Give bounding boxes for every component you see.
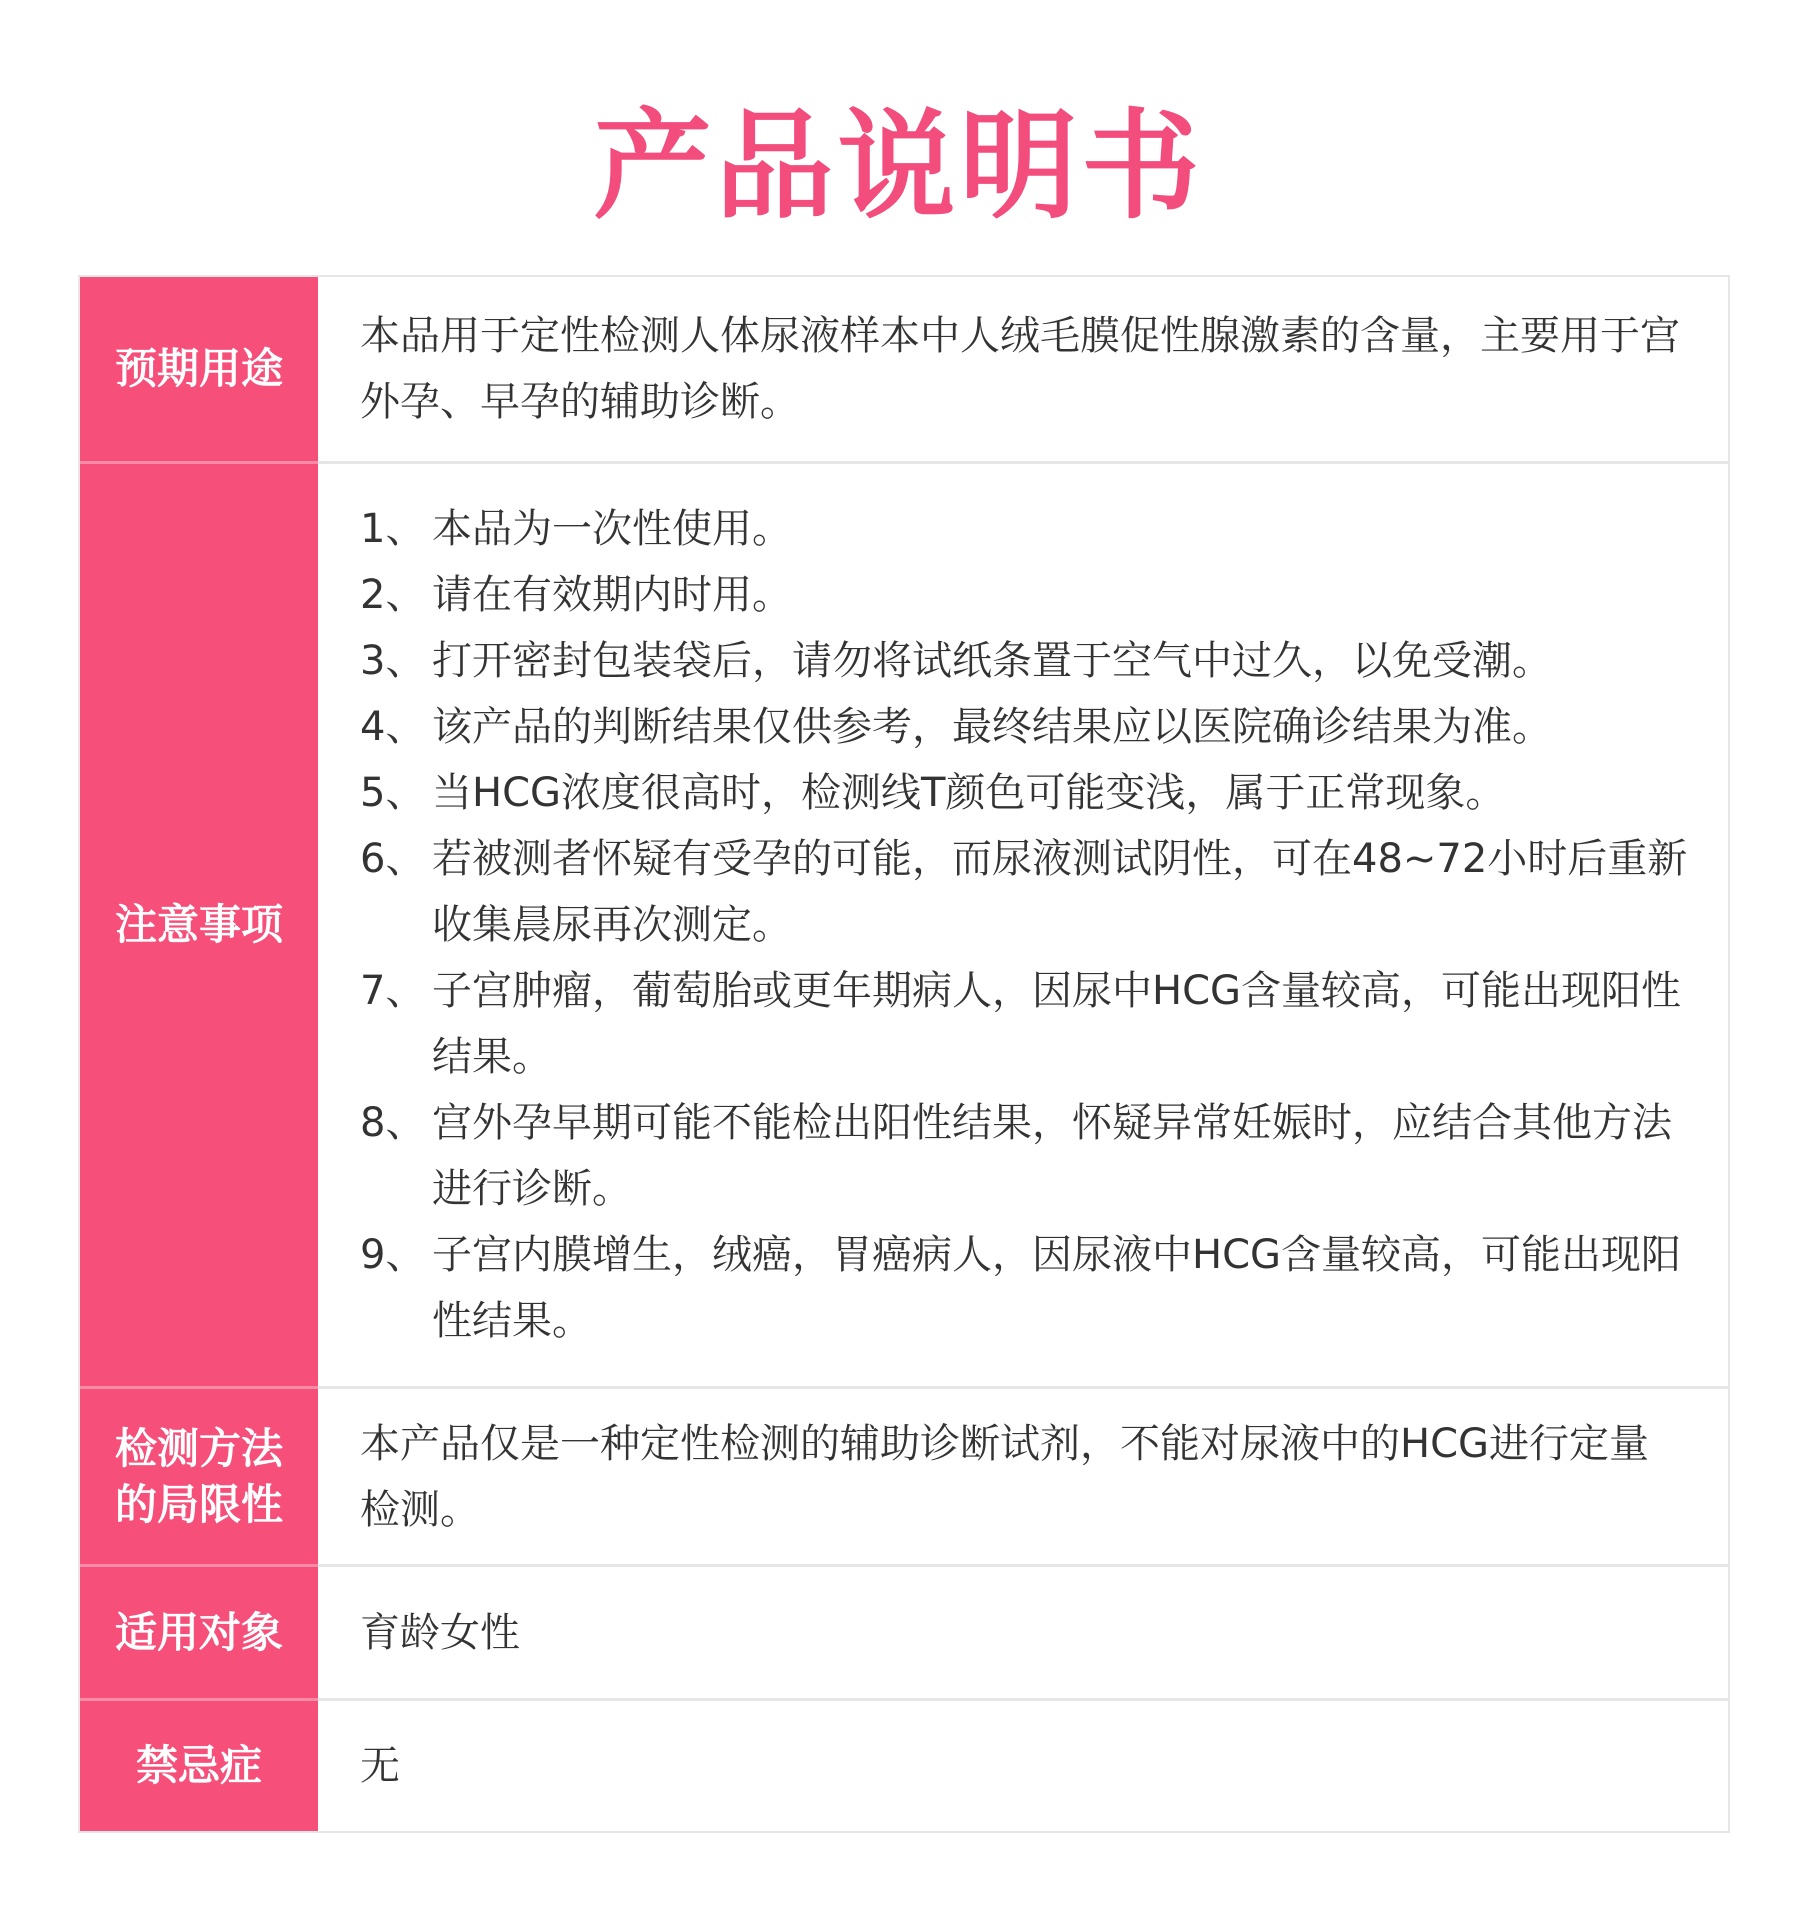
row-content: 本产品仅是一种定性检测的辅助诊断试剂，不能对尿液中的HCG进行定量检测。 xyxy=(360,1420,1650,1533)
row-content: 本品用于定性检测人体尿液样本中人绒毛膜促性腺激素的含量，主要用于宫外孕、早孕的辅助诊断。 xyxy=(360,313,1680,425)
row-label-text: 注意事项 xyxy=(114,900,283,949)
row-label-text: 检测方法 的局限性 xyxy=(114,1423,283,1529)
list-item-number: 3、 xyxy=(360,638,426,684)
list-item-text: 子宫肿瘤，葡萄胎或更年期病人，因尿中HCG含量较高，可能出现阳性结果。 xyxy=(432,968,1682,1080)
row-content: 无 xyxy=(360,1743,400,1789)
list-item-number: 6、 xyxy=(360,836,426,882)
list-item xyxy=(360,826,1688,958)
row-contraindications xyxy=(80,1701,1728,1831)
list-item xyxy=(360,1090,1688,1222)
instruction-table xyxy=(78,275,1730,1833)
list-item-number: 8、 xyxy=(360,1100,426,1146)
row-label-text: 预期用途 xyxy=(114,344,283,393)
list-item-text: 请在有效期内时用。 xyxy=(432,572,792,618)
list-item-number: 7、 xyxy=(360,968,426,1014)
list-item-text: 本品为一次性使用。 xyxy=(432,506,792,552)
list-item-number: 4、 xyxy=(360,704,426,750)
row-label-text: 适用对象 xyxy=(114,1607,283,1657)
row-label xyxy=(80,1389,318,1567)
row-content xyxy=(318,464,1728,1386)
page-title: 产品说明书 xyxy=(593,97,1204,235)
list-item xyxy=(360,1222,1688,1354)
row-precautions xyxy=(80,464,1728,1389)
list-item-text: 该产品的判断结果仅供参考，最终结果应以医院确诊结果为准。 xyxy=(432,704,1552,750)
list-item xyxy=(360,562,1688,628)
row-method-limitations xyxy=(80,1389,1728,1567)
row-label xyxy=(80,464,318,1389)
list-item xyxy=(360,628,1688,694)
row-label xyxy=(80,277,318,464)
row-content: 育龄女性 xyxy=(360,1609,520,1656)
list-item-text: 宫外孕早期可能不能检出阳性结果，怀疑异常妊娠时，应结合其他方法进行诊断。 xyxy=(432,1100,1672,1212)
list-item-number: 1、 xyxy=(360,506,426,552)
list-item-number: 2、 xyxy=(360,572,426,618)
row-label xyxy=(80,1567,318,1701)
row-label xyxy=(80,1701,318,1831)
precautions-list xyxy=(360,496,1688,1354)
list-item-text: 当HCG浓度很高时，检测线T颜色可能变浅，属于正常现象。 xyxy=(432,770,1506,816)
list-item-text: 打开密封包装袋后，请勿将试纸条置于空气中过久，以免受潮。 xyxy=(432,638,1552,684)
row-label-text: 禁忌症 xyxy=(135,1741,262,1790)
list-item-number: 9、 xyxy=(360,1232,426,1278)
list-item-text: 子宫内膜增生，绒癌，胃癌病人，因尿液中HCG含量较高，可能出现阳性结果。 xyxy=(432,1232,1682,1344)
list-item xyxy=(360,958,1688,1090)
list-item xyxy=(360,694,1688,760)
row-intended-use xyxy=(80,277,1728,464)
row-target-users xyxy=(80,1567,1728,1701)
list-item xyxy=(360,760,1688,826)
list-item-number: 5、 xyxy=(360,770,426,816)
list-item-text: 若被测者怀疑有受孕的可能，而尿液测试阴性，可在48~72小时后重新收集晨尿再次测定。 xyxy=(432,836,1688,948)
list-item xyxy=(360,496,1688,562)
